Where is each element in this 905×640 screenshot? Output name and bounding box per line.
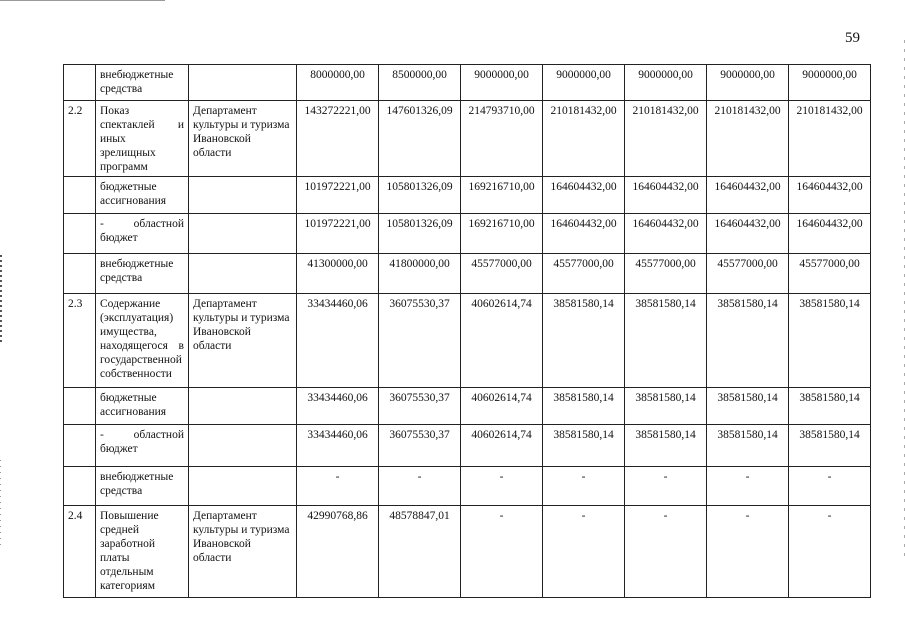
- value-cell: 143272221,00: [297, 101, 379, 177]
- row-index: [64, 254, 96, 294]
- value-cell: -: [543, 467, 625, 506]
- value-cell: 164604432,00: [789, 214, 871, 254]
- value-cell: 41800000,00: [379, 254, 461, 294]
- value-cell: 48578847,01: [379, 506, 461, 598]
- value-cell: 40602614,74: [461, 294, 543, 388]
- value-cell: 164604432,00: [625, 214, 707, 254]
- value-cell: 36075530,37: [379, 294, 461, 388]
- value-cell: 40602614,74: [461, 388, 543, 425]
- value-cell: 38581580,14: [707, 388, 789, 425]
- table-row: [64, 294, 871, 388]
- value-cell: -: [461, 506, 543, 598]
- table-row: [64, 254, 871, 294]
- value-cell: 33434460,06: [297, 294, 379, 388]
- value-cell: 101972221,00: [297, 214, 379, 254]
- table-row: [64, 506, 871, 598]
- table-row: [64, 467, 871, 506]
- value-cell: 38581580,14: [707, 425, 789, 467]
- value-cell: 38581580,14: [707, 294, 789, 388]
- value-cell: -: [625, 506, 707, 598]
- value-cell: 38581580,14: [625, 425, 707, 467]
- value-cell: 36075530,37: [379, 388, 461, 425]
- row-executor: [189, 214, 297, 254]
- row-label: внебюджетные средства: [96, 467, 189, 506]
- row-index: [64, 425, 96, 467]
- value-cell: 41300000,00: [297, 254, 379, 294]
- value-cell: 38581580,14: [789, 294, 871, 388]
- value-cell: 45577000,00: [707, 254, 789, 294]
- table-row: [64, 214, 871, 254]
- value-cell: 147601326,09: [379, 101, 461, 177]
- row-index: [64, 214, 96, 254]
- row-index: [64, 65, 96, 101]
- row-label: Показ спектаклей и иных зрелищных программ: [96, 101, 189, 177]
- row-executor: [189, 467, 297, 506]
- value-cell: 9000000,00: [461, 65, 543, 101]
- row-executor: [189, 177, 297, 214]
- value-cell: 40602614,74: [461, 425, 543, 467]
- value-cell: 33434460,06: [297, 388, 379, 425]
- value-cell: 42990768,86: [297, 506, 379, 598]
- value-cell: 105801326,09: [379, 214, 461, 254]
- scan-edge-mark-lower: [0, 460, 1, 550]
- value-cell: 38581580,14: [625, 388, 707, 425]
- value-cell: 164604432,00: [543, 177, 625, 214]
- value-cell: 36075530,37: [379, 425, 461, 467]
- row-executor: Департамент культуры и туризма Ивановской области: [189, 101, 297, 177]
- value-cell: 38581580,14: [543, 425, 625, 467]
- value-cell: 9000000,00: [707, 65, 789, 101]
- value-cell: 38581580,14: [543, 294, 625, 388]
- value-cell: 164604432,00: [707, 177, 789, 214]
- row-index: 2.2: [64, 101, 96, 177]
- value-cell: 105801326,09: [379, 177, 461, 214]
- value-cell: 210181432,00: [789, 101, 871, 177]
- row-label: бюджетные ассигнования: [96, 388, 189, 425]
- value-cell: 9000000,00: [543, 65, 625, 101]
- value-cell: 45577000,00: [543, 254, 625, 294]
- row-executor: [189, 65, 297, 101]
- value-cell: 45577000,00: [461, 254, 543, 294]
- value-cell: 164604432,00: [625, 177, 707, 214]
- budget-table: [63, 64, 871, 598]
- value-cell: -: [707, 506, 789, 598]
- value-cell: 33434460,06: [297, 425, 379, 467]
- value-cell: 38581580,14: [543, 388, 625, 425]
- row-executor: Департамент культуры и туризма Ивановской области: [189, 506, 297, 598]
- value-cell: 164604432,00: [789, 177, 871, 214]
- scan-edge-mark: [0, 255, 2, 345]
- table-row: [64, 425, 871, 467]
- row-index: [64, 388, 96, 425]
- value-cell: 164604432,00: [543, 214, 625, 254]
- value-cell: 210181432,00: [543, 101, 625, 177]
- row-index: [64, 177, 96, 214]
- value-cell: -: [461, 467, 543, 506]
- table-row: [64, 177, 871, 214]
- value-cell: 214793710,00: [461, 101, 543, 177]
- row-label: внебюджетные средства: [96, 65, 189, 101]
- value-cell: -: [625, 467, 707, 506]
- value-cell: 169216710,00: [461, 177, 543, 214]
- table-row: [64, 388, 871, 425]
- row-executor: [189, 254, 297, 294]
- row-executor: [189, 425, 297, 467]
- value-cell: -: [297, 467, 379, 506]
- value-cell: -: [789, 506, 871, 598]
- value-cell: -: [707, 467, 789, 506]
- value-cell: 45577000,00: [625, 254, 707, 294]
- row-label: Содержание (эксплуатация) имущества, находящегося в государственной собственности: [96, 294, 189, 388]
- row-index: [64, 467, 96, 506]
- value-cell: 9000000,00: [625, 65, 707, 101]
- value-cell: 101972221,00: [297, 177, 379, 214]
- row-label: - областной бюджет: [96, 214, 189, 254]
- row-label: бюджетные ассигнования: [96, 177, 189, 214]
- value-cell: 8000000,00: [297, 65, 379, 101]
- value-cell: 169216710,00: [461, 214, 543, 254]
- value-cell: 38581580,14: [625, 294, 707, 388]
- value-cell: 9000000,00: [789, 65, 871, 101]
- row-label: - областной бюджет: [96, 425, 189, 467]
- row-executor: [189, 388, 297, 425]
- value-cell: -: [789, 467, 871, 506]
- value-cell: -: [543, 506, 625, 598]
- table-row: [64, 65, 871, 101]
- value-cell: 164604432,00: [707, 214, 789, 254]
- table-row: [64, 101, 871, 177]
- scan-top-line: [0, 0, 165, 1]
- value-cell: 210181432,00: [625, 101, 707, 177]
- value-cell: 210181432,00: [707, 101, 789, 177]
- value-cell: 8500000,00: [379, 65, 461, 101]
- row-index: 2.3: [64, 294, 96, 388]
- value-cell: 38581580,14: [789, 388, 871, 425]
- row-index: 2.4: [64, 506, 96, 598]
- value-cell: -: [379, 467, 461, 506]
- row-label: Повышение средней заработной платы отдельным категориям: [96, 506, 189, 598]
- value-cell: 45577000,00: [789, 254, 871, 294]
- row-label: внебюджетные средства: [96, 254, 189, 294]
- value-cell: 38581580,14: [789, 425, 871, 467]
- row-executor: Департамент культуры и туризма Ивановской области: [189, 294, 297, 388]
- page-number: 59: [845, 30, 860, 46]
